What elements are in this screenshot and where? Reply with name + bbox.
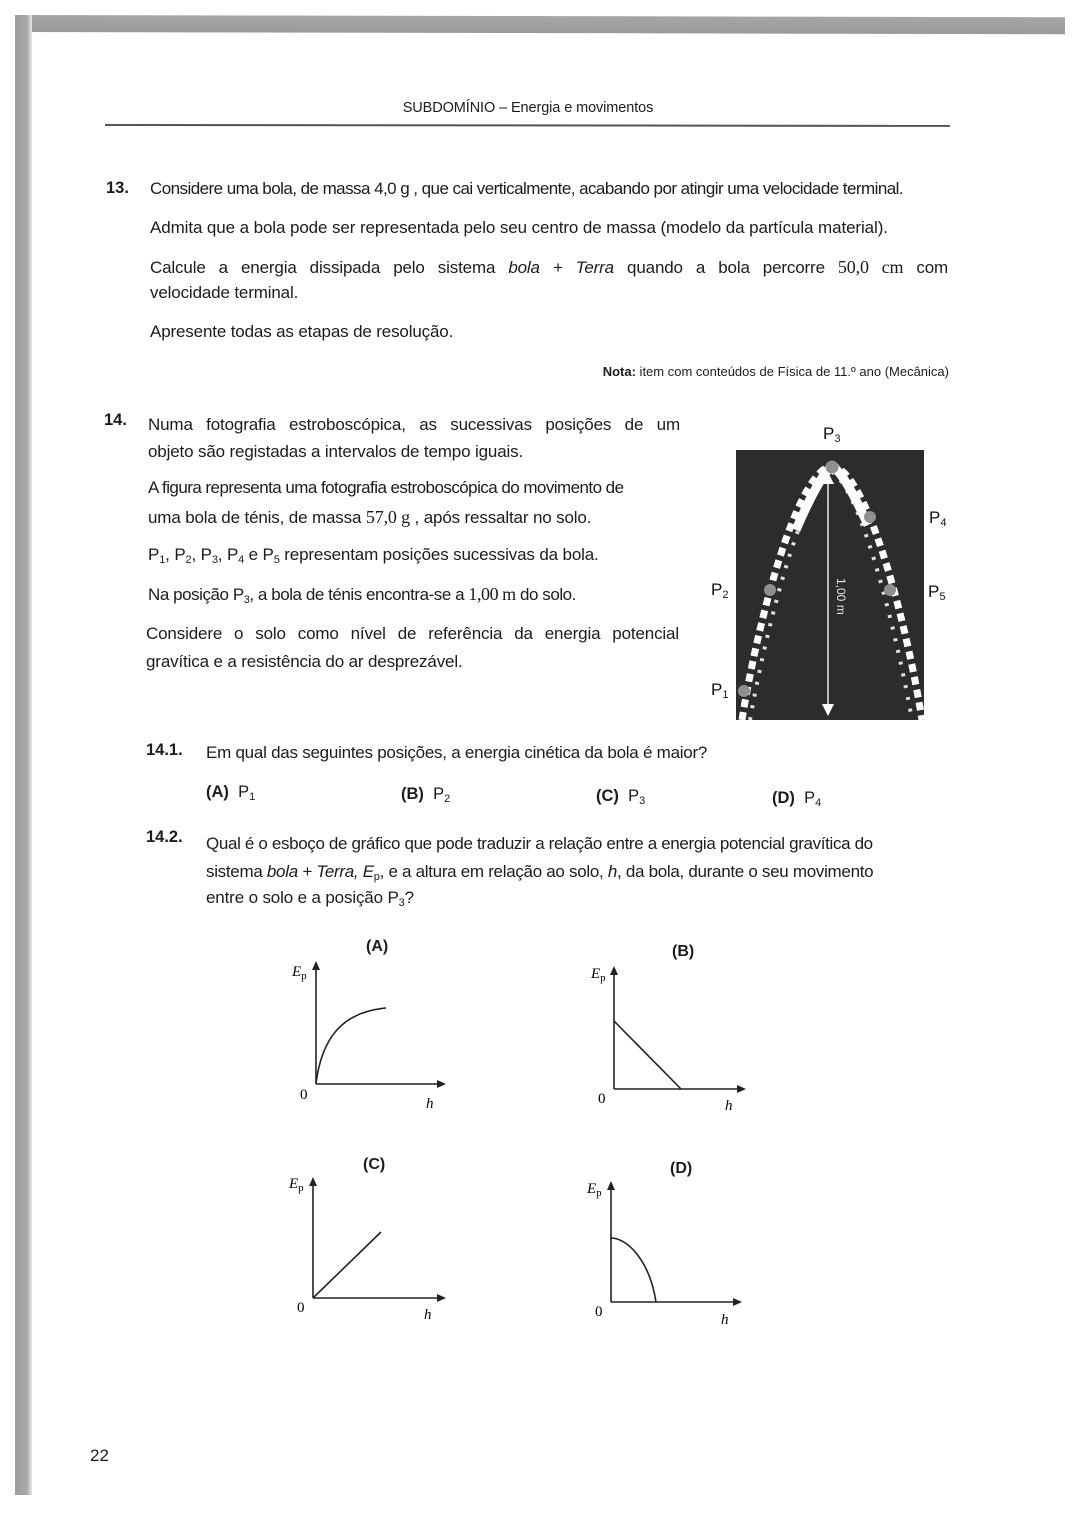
option-c[interactable] bbox=[596, 787, 645, 806]
height-label: 1,00 m bbox=[834, 578, 848, 615]
q14-text: , após ressaltar no solo. bbox=[409, 508, 592, 527]
question-13-line-2: Admita que a bola pode ser representada pelo seu centro de massa (modelo da partícula material). bbox=[150, 218, 888, 237]
option-value: P bbox=[628, 787, 640, 805]
scan-border-top bbox=[15, 15, 1065, 34]
question-14-p1-line1: Numa fotografia estroboscópica, as sucessivas posições de um bbox=[148, 415, 680, 434]
option-letter: (C) bbox=[596, 787, 619, 805]
option-d[interactable] bbox=[772, 789, 821, 808]
position-p5-marker bbox=[884, 584, 896, 596]
q13-text: Calcule a energia dissipada pelo sistema bbox=[150, 258, 509, 277]
option-value: P bbox=[433, 785, 445, 803]
graph-d-plot bbox=[578, 1178, 758, 1338]
option-subscript: 3 bbox=[639, 795, 646, 807]
question-13-line-4: velocidade terminal. bbox=[150, 283, 299, 302]
graph-b-plot bbox=[580, 962, 760, 1122]
label-p1: $P_1$ bbox=[711, 680, 729, 701]
question-13-line-1: Considere uma bola, de massa 4,0 g , que cai verticalmente, acabando por atingir uma velocidade terminal. bbox=[150, 179, 904, 198]
scan-border-left bbox=[15, 15, 32, 1495]
question-14-2-line1: Qual é o esboço de gráfico que pode traduzir a relação entre a energia potencial gravítica do bbox=[206, 834, 873, 853]
position-p4-marker bbox=[864, 511, 876, 523]
graph-d-title: (D) bbox=[670, 1160, 693, 1177]
question-14-1-text: Em qual das seguintes posições, a energia cinética da bola é maior? bbox=[206, 743, 708, 762]
q14-height-value: 1,00 m bbox=[468, 584, 516, 604]
question-14-2-line3 bbox=[206, 884, 414, 912]
x-axis-label: h bbox=[721, 1312, 729, 1328]
position-p2-marker bbox=[764, 584, 776, 596]
q14-2-text: sistema bbox=[206, 862, 267, 881]
q14-2-text: entre o solo e a posição P bbox=[206, 888, 399, 907]
option-value: P bbox=[238, 783, 250, 801]
q13-distance-value: 50,0 cm bbox=[837, 257, 904, 277]
y-axis-label: $E_p$ bbox=[587, 1181, 602, 1199]
q14-text: do solo. bbox=[515, 585, 576, 604]
option-b[interactable] bbox=[401, 785, 450, 804]
q14-2-text: , da bola, durante o seu movimento bbox=[617, 862, 874, 881]
note-text: item com conteúdos de Física de 11.º ano (Mecânica) bbox=[635, 364, 949, 379]
option-a[interactable] bbox=[206, 783, 255, 802]
q13-text: com bbox=[903, 258, 949, 277]
question-14-2-line2 bbox=[206, 858, 873, 886]
option-subscript: 2 bbox=[444, 793, 451, 805]
question-14-p1-line2: objeto são registadas a intervalos de tempo iguais. bbox=[148, 442, 524, 461]
question-14-p5-line2: gravítica e a resistência do ar desprezável. bbox=[146, 652, 463, 671]
q14-2-h: h bbox=[607, 862, 617, 881]
x-axis-label: h bbox=[426, 1096, 434, 1112]
y-axis-label: $E_p$ bbox=[591, 966, 606, 984]
q14-mass-value: 57,0 g bbox=[365, 507, 410, 527]
graph-b-title: (B) bbox=[672, 943, 695, 960]
q14-text: , a bola de ténis encontra-se a bbox=[249, 585, 469, 604]
q13-text: quando a bola percorre bbox=[614, 258, 838, 277]
q14-text: representam posições sucessivas da bola. bbox=[284, 545, 599, 564]
graph-c-plot bbox=[280, 1176, 460, 1336]
option-letter: (D) bbox=[772, 789, 795, 807]
graph-d[interactable] bbox=[578, 1178, 758, 1343]
question-13-note bbox=[556, 364, 949, 379]
q14-2-sub: p bbox=[373, 871, 380, 883]
origin-label: 0 bbox=[297, 1300, 305, 1316]
position-p3-marker bbox=[826, 461, 839, 474]
question-14-p2-line1: A figura representa uma fotografia estroboscópica do movimento de bbox=[148, 478, 624, 497]
question-14-p5-line1: Considere o solo como nível de referência da energia potencial bbox=[146, 624, 679, 643]
question-13-line-3 bbox=[150, 253, 948, 282]
graph-c[interactable] bbox=[280, 1176, 460, 1341]
x-axis-label: h bbox=[725, 1098, 733, 1114]
graph-a-title: (A) bbox=[366, 938, 389, 955]
origin-label: 0 bbox=[300, 1087, 308, 1103]
question-13-number: 13. bbox=[106, 179, 129, 197]
x-axis-label: h bbox=[424, 1307, 432, 1323]
label-p2: $P_2$ bbox=[711, 580, 729, 601]
q14-2-text: , e a altura em relação ao solo, bbox=[379, 862, 608, 881]
question-14-number: 14. bbox=[104, 411, 127, 429]
graph-b[interactable] bbox=[580, 962, 760, 1127]
question-13-instruction: Apresente todas as etapas de resolução. bbox=[150, 322, 454, 341]
q14-2-text: ? bbox=[404, 888, 414, 907]
q14-text: Na posição bbox=[148, 585, 233, 604]
question-14-2-number: 14.2. bbox=[146, 828, 183, 846]
graph-a[interactable] bbox=[282, 958, 462, 1123]
option-letter: (B) bbox=[401, 785, 424, 803]
header-divider bbox=[105, 124, 950, 127]
note-label: Nota: bbox=[602, 364, 636, 379]
y-axis-label: $E_p$ bbox=[289, 1176, 304, 1194]
graph-a-plot bbox=[282, 958, 462, 1118]
question-14-p2-line2 bbox=[148, 503, 591, 532]
option-subscript: 1 bbox=[249, 791, 256, 803]
position-list: $P_1$, $P_2$, $P_3$, $P_4$ e $P_5$ bbox=[148, 545, 280, 566]
q14-2-system-italic: bola + Terra bbox=[266, 862, 354, 881]
origin-label: 0 bbox=[598, 1091, 606, 1107]
label-p4: $P_4$ bbox=[929, 508, 947, 529]
option-value: P bbox=[804, 789, 816, 807]
y-axis-label: $E_p$ bbox=[292, 964, 307, 982]
stroboscopic-photo bbox=[736, 450, 924, 720]
option-subscript: 4 bbox=[815, 797, 822, 809]
q13-system-italic: bola + Terra bbox=[508, 258, 614, 277]
page-header-title: SUBDOMÍNIO – Energia e movimentos bbox=[402, 100, 654, 116]
ball-trajectory-figure bbox=[736, 450, 924, 720]
origin-label: 0 bbox=[595, 1304, 603, 1320]
question-14-p3 bbox=[148, 541, 599, 569]
label-p3: $P_3$ bbox=[823, 424, 841, 445]
q14-2-text: , E bbox=[353, 862, 374, 881]
graph-c-title: (C) bbox=[363, 1156, 386, 1173]
q14-text: uma bola de ténis, de massa bbox=[148, 508, 366, 527]
p3-ref: $P_3$ bbox=[232, 585, 250, 606]
position-p1-marker bbox=[738, 685, 750, 697]
option-letter: (A) bbox=[206, 783, 229, 801]
question-14-p4 bbox=[148, 580, 576, 609]
page-number: 22 bbox=[90, 1446, 109, 1465]
label-p5: $P_5$ bbox=[928, 582, 946, 603]
q14-2-sub: 3 bbox=[398, 897, 405, 909]
question-14-1-number: 14.1. bbox=[146, 741, 183, 759]
